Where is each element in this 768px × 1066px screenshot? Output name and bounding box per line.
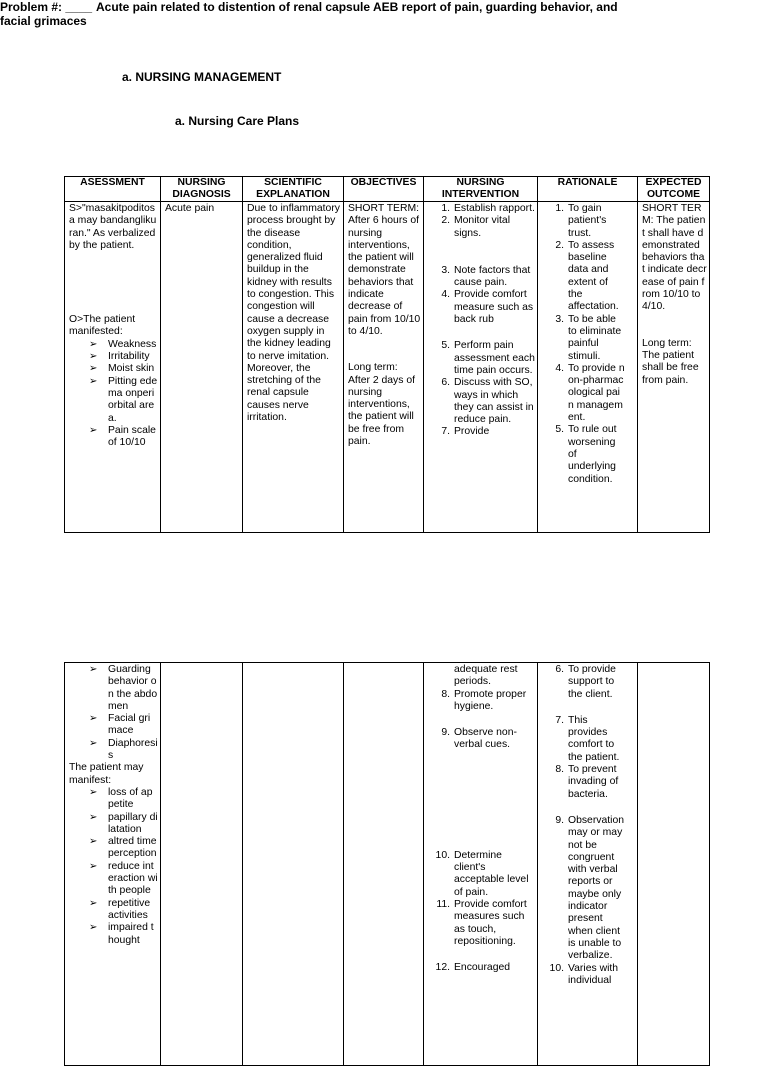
list-item: 10. Determine client's acceptable level of pain. bbox=[435, 849, 529, 898]
column-header: ASESSMENT bbox=[65, 177, 161, 202]
list-item: 2. To assess baseline data and extent of the affectation. bbox=[555, 239, 619, 313]
objectives-cell bbox=[344, 663, 424, 1066]
list-item: ➢ Weakness bbox=[89, 338, 157, 350]
problem-label: Problem #: ____ bbox=[0, 0, 93, 14]
may-manifest-label: The patient may manifest: bbox=[69, 762, 144, 786]
list-item: ➢ repetitive activities bbox=[89, 897, 151, 921]
list-item: 9. Observe non-verbal cues. bbox=[441, 727, 517, 751]
list-item: 2. Monitor vital signs. bbox=[441, 215, 511, 239]
short-term-outcome: SHORT TERM: The patient shall have demonstrated behaviors that indicate decrease of pain from 10/10 to 4/10. bbox=[642, 203, 707, 313]
list-item: 9. Observation may or may not be congruent with verbal reports or maybe only indicator present when client is unable to verbalize. bbox=[555, 814, 625, 962]
objective-label: O>The patient manifested: bbox=[69, 314, 136, 338]
list-item: ➢ Guarding behavior on the abdomen bbox=[89, 664, 158, 712]
table-row bbox=[65, 202, 710, 533]
arrowhead-bullet-icon: ➢ bbox=[89, 351, 98, 363]
list-item: ➢ Pain scale of 10/10 bbox=[89, 424, 156, 449]
list-item: 3. To be able to eliminate painful stimuli. bbox=[555, 313, 622, 362]
arrowhead-bullet-icon: ➢ bbox=[89, 811, 98, 823]
assessment-list bbox=[69, 664, 158, 762]
assessment-cell bbox=[65, 663, 161, 1066]
arrowhead-bullet-icon: ➢ bbox=[89, 664, 98, 675]
list-item: ➢ impaired thought bbox=[89, 922, 154, 946]
arrowhead-bullet-icon: ➢ bbox=[89, 363, 98, 375]
intervention-cell bbox=[424, 663, 538, 1066]
column-header: EXPECTED OUTCOME bbox=[638, 177, 710, 202]
column-header: RATIONALE bbox=[538, 177, 638, 202]
list-item: 5. To rule out worsening of underlying condition. bbox=[555, 424, 617, 485]
list-item: ➢ Diaphoresis bbox=[89, 737, 158, 762]
rationale-cell bbox=[538, 202, 638, 533]
care-plan-table-page-2 bbox=[64, 662, 710, 1066]
table-row bbox=[65, 663, 710, 1066]
long-term-outcome: Long term: The patient shall be free from pain. bbox=[642, 337, 699, 386]
outcome-cell bbox=[638, 663, 710, 1066]
list-item: ➢ papillary dilatation bbox=[89, 811, 158, 835]
column-header: OBJECTIVES bbox=[344, 177, 424, 202]
intervention-cell bbox=[424, 202, 538, 533]
list-item: 10. Varies with individual bbox=[549, 962, 619, 986]
arrowhead-bullet-icon: ➢ bbox=[89, 424, 98, 436]
list-item: ➢ Irritability bbox=[89, 351, 150, 363]
list-item: ➢ Moist skin bbox=[89, 363, 155, 375]
arrowhead-bullet-icon: ➢ bbox=[89, 338, 98, 350]
list-item: ➢ loss of appetite bbox=[89, 786, 153, 811]
problem-text: Acute pain related to distention of renal capsule AEB report of pain, guarding behavior, and facial grimaces bbox=[0, 0, 618, 28]
arrowhead-bullet-icon: ➢ bbox=[89, 897, 98, 909]
list-item: 12. Encouraged bbox=[435, 962, 511, 974]
objectives-cell bbox=[344, 202, 424, 533]
rationale-cell bbox=[538, 663, 638, 1066]
explanation-cell bbox=[243, 663, 344, 1066]
short-term-objective: SHORT TERM: After 6 hours of nursing interventions, the patient will demonstrate behaviors that indicate decrease of pain from 10/10 to 4/10. bbox=[348, 203, 421, 337]
column-header: NURSING DIAGNOSIS bbox=[161, 177, 243, 202]
list-item: 6. To provide support to the client. bbox=[555, 664, 616, 700]
list-item: 8. To prevent invading of bacteria. bbox=[555, 764, 619, 800]
intervention-continued: adequate rest periods. bbox=[454, 664, 518, 688]
arrowhead-bullet-icon: ➢ bbox=[89, 836, 98, 848]
problem-statement bbox=[0, 0, 640, 28]
diagnosis-cell bbox=[161, 663, 243, 1066]
list-item: 4. To provide non-pharmacological pain management. bbox=[555, 362, 625, 424]
arrowhead-bullet-icon: ➢ bbox=[89, 737, 98, 749]
list-item: 11. Provide comfort measures such as touch, repositioning. bbox=[436, 898, 527, 947]
assessment-list bbox=[69, 787, 158, 947]
subjective-data: S>"masakitpoditosa may bandanglikuran." As verbalized by the patient. bbox=[69, 203, 157, 251]
list-item: 3. Note factors that cause pain. bbox=[441, 264, 531, 289]
table-header-row bbox=[65, 177, 710, 202]
diagnosis-cell: Acute pain bbox=[161, 202, 243, 533]
list-item: 7. This provides comfort to the patient. bbox=[555, 714, 620, 763]
care-plan-table-page-1 bbox=[64, 176, 710, 533]
intervention-list bbox=[428, 689, 535, 975]
list-item: 7. Provide bbox=[441, 426, 490, 438]
intervention-list bbox=[428, 203, 535, 439]
arrowhead-bullet-icon: ➢ bbox=[89, 922, 98, 934]
list-item: 6. Discuss with SO, ways in which they can assist in reduce pain. bbox=[441, 377, 534, 426]
arrowhead-bullet-icon: ➢ bbox=[89, 860, 98, 872]
arrowhead-bullet-icon: ➢ bbox=[89, 375, 98, 387]
assessment-list bbox=[69, 339, 158, 450]
long-term-objective: Long term: After 2 days of nursing interventions, the patient will be free from pain. bbox=[348, 362, 415, 448]
column-header: SCIENTIFIC EXPLANATION bbox=[243, 177, 344, 202]
list-item: ➢ altred time perception bbox=[89, 836, 157, 860]
list-item: ➢ Facial grimace bbox=[89, 713, 151, 737]
subsection-heading: a. Nursing Care Plans bbox=[175, 114, 300, 128]
list-item: 1. Establish rapport. bbox=[441, 203, 535, 214]
rationale-list bbox=[542, 664, 635, 987]
list-item: 1. To gain patient's trust. bbox=[555, 203, 607, 239]
assessment-cell bbox=[65, 202, 161, 533]
list-item: 8. Promote proper hygiene. bbox=[441, 688, 527, 712]
outcome-cell bbox=[638, 202, 710, 533]
explanation-cell: Due to inflammatory process brought by the disease condition, generalized fluid buildup in the kidney with results to congestion. This congestion will cause a decrease oxygen supply in the kidney leading to nerve imitation. Moreover, the stretching of the renal capsule causes nerve irritation. bbox=[243, 202, 344, 533]
list-item: 4. Provide comfort measure such as back rub bbox=[441, 289, 534, 326]
list-item: ➢ reduce interaction with people bbox=[89, 860, 158, 897]
arrowhead-bullet-icon: ➢ bbox=[89, 786, 98, 798]
list-item: ➢ Pitting edema onperiorbital area. bbox=[89, 375, 158, 424]
rationale-list bbox=[542, 203, 635, 486]
arrowhead-bullet-icon: ➢ bbox=[89, 713, 98, 725]
column-header: NURSING INTERVENTION bbox=[424, 177, 538, 202]
section-heading: a. NURSING MANAGEMENT bbox=[122, 70, 282, 84]
list-item: 5. Perform pain assessment each time pain occurs. bbox=[441, 340, 535, 376]
